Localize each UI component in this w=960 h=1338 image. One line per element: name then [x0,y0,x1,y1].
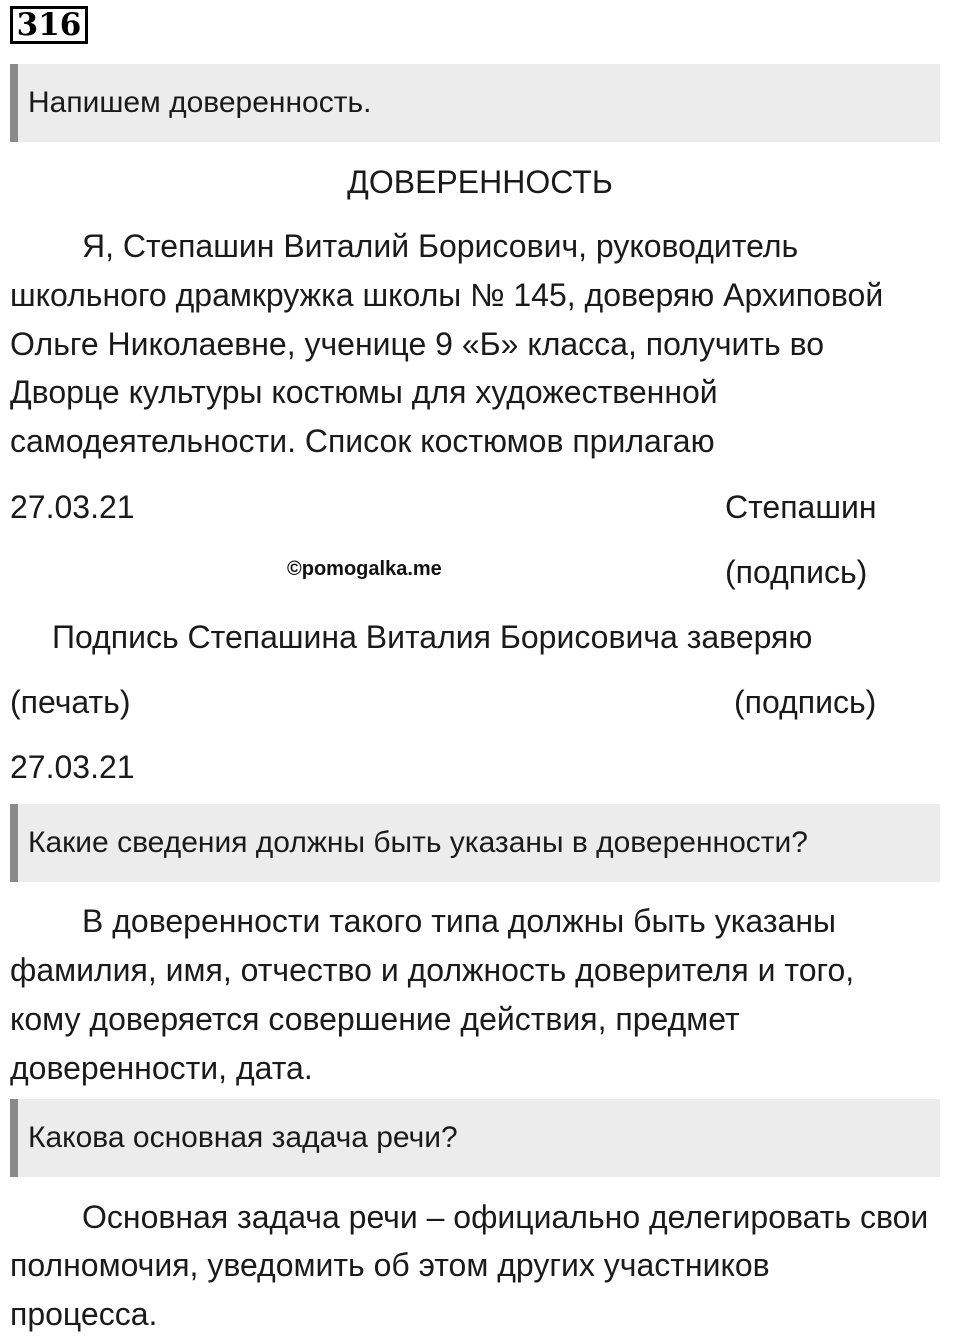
signature-label: (подпись) [725,554,868,590]
document-body-line: Я, Степашин Виталий Борисович, руководитель [82,228,799,264]
answer-line: процесса. [10,1296,158,1332]
document-date: 27.03.21 [10,489,135,525]
answer-line: кому доверяется совершение действия, предмет [10,1001,740,1037]
answer-line: В доверенности такого типа должны быть указаны [82,903,836,939]
document-body-line: школьного драмкружка школы № 145, доверяю Архиповой [10,277,884,313]
task-number: 316 [10,6,88,44]
certify-line: Подпись Степашина Виталия Борисовича заверяю [52,619,813,655]
section-heading-letter [10,64,940,142]
document-body-line: самодеятельности. Список костюмов прилагаю [10,423,715,459]
question-text: Какие сведения должны быть указаны в доверенности? [28,826,808,859]
watermark: ©pomogalka.me [287,558,442,580]
answer-line: полномочия, уведомить об этом других участников [10,1247,770,1283]
document-date: 27.03.21 [10,749,135,785]
question-heading-task [10,1099,940,1177]
answer-line: фамилия, имя, отчество и должность доверителя и того, [10,952,855,988]
answer-line: Основная задача речи – официально делегировать свои [82,1199,929,1235]
document-title: ДОВЕРЕННОСТЬ [347,164,613,200]
document-body-line: Дворце культуры костюмы для художественной [10,374,718,410]
signer-name: Степашин [725,489,877,525]
question-text: Какова основная задача речи? [28,1121,458,1154]
stamp-label: (печать) [10,684,131,720]
document-body-line: Ольге Николаевне, ученице 9 «Б» класса, получить во [10,326,825,362]
signature-label: (подпись) [734,684,877,720]
answer-line: доверенности, дата. [10,1050,313,1086]
question-heading-info [10,804,940,882]
section-heading-text: Напишем доверенность. [28,86,372,119]
